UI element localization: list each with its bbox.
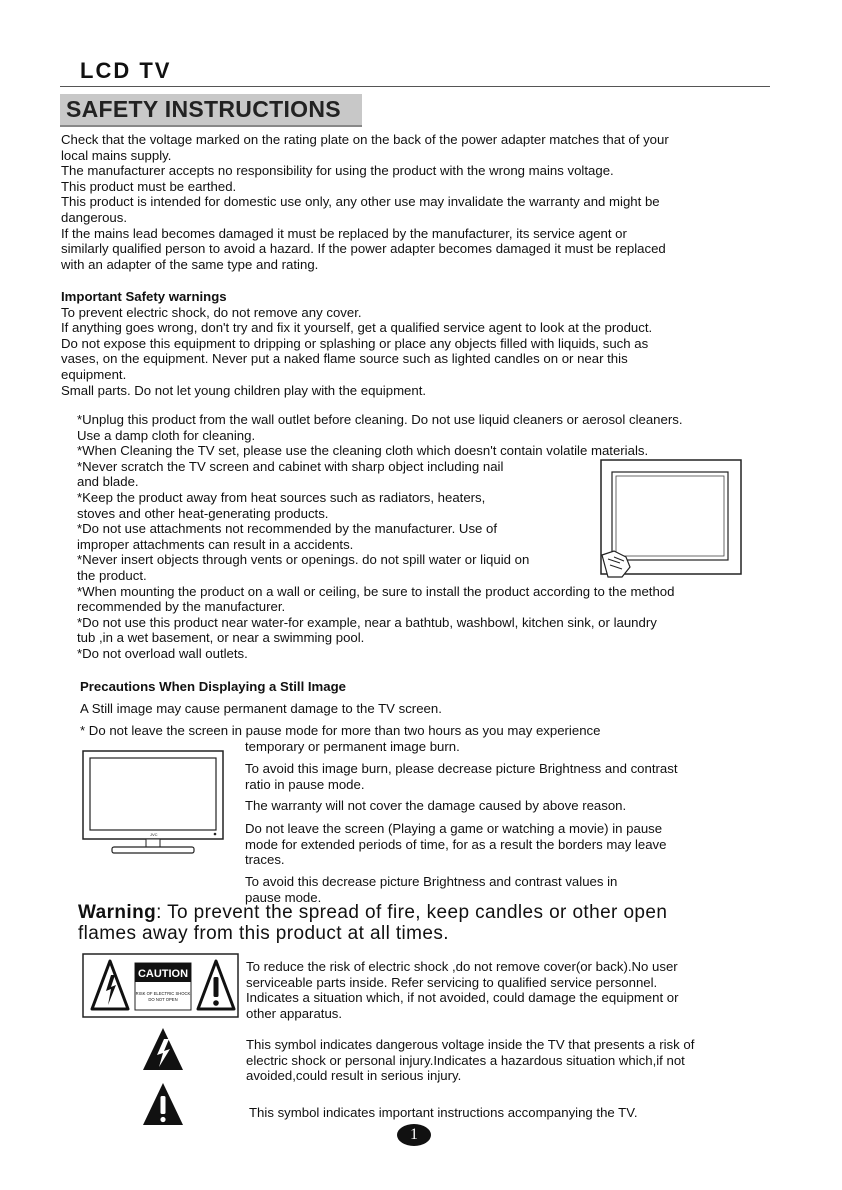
bullet-line: stoves and other heat-generating products. [77, 505, 329, 521]
voltage-desc-line: This symbol indicates dangerous voltage inside the TV that presents a risk of [246, 1037, 695, 1052]
bullet-line: *When Cleaning the TV set, please use the cleaning cloth which doesn't contain volatile materials. [77, 443, 649, 459]
page-number: 1 [397, 1124, 431, 1146]
caution-title: CAUTION [137, 968, 189, 980]
bullet-line: *Unplug this product from the wall outlet before cleaning. Do not use liquid cleaners or aerosol cleaners. [77, 412, 683, 427]
caution-line: RISK OF ELECTRIC SHOCK [135, 991, 191, 996]
tv-brand: JVC [150, 832, 158, 837]
lightning-bolt-icon [142, 1027, 184, 1071]
intro-line: Check that the voltage marked on the rating plate on the back of the power adapter matches that of your [61, 132, 669, 147]
still-image-intro: A Still image may cause permanent damage to the TV screen. [80, 701, 442, 716]
para-line: The warranty will not cover the damage caused by above reason. [245, 798, 627, 813]
caution-line: DO NOT OPEN [148, 997, 178, 1002]
bullet-line: *Do not overload wall outlets. [77, 645, 248, 661]
bullet-line: *Do not use this product near water-for example, near a bathtub, washbowl, kitchen sink, or laundry [77, 614, 657, 630]
important-line: Do not expose this equipment to dripping or splashing or place any objects filled with liquids, such as [61, 335, 649, 351]
warning-text-cont: flames away from this product at all times. [78, 923, 449, 944]
caution-desc-line: To reduce the risk of electric shock ,do not remove cover(or back).No user [246, 959, 678, 974]
intro-line: This product is intended for domestic use only, any other use may invalidate the warranty and might be [61, 194, 660, 210]
still-image-para [245, 821, 667, 868]
tv-cleaning-illustration [600, 459, 744, 579]
bullet-line: tub ,in a wet basement, or near a swimming pool. [77, 630, 365, 646]
bullet-line: *Never scratch the TV screen and cabinet with sharp object including nail [77, 458, 504, 474]
intro-line: dangerous. [61, 209, 127, 225]
voltage-desc-line: avoided,could result in serious injury. [246, 1068, 462, 1084]
warning-label: Warning [78, 902, 157, 923]
exclamation-icon [142, 1082, 184, 1126]
caution-description [246, 959, 679, 1021]
document-title: LCD TV [80, 58, 172, 83]
bullet-line: *Do not use attachments not recommended by the manufacturer. Use of [77, 521, 498, 537]
intro-block [61, 132, 669, 272]
important-line: equipment. [61, 366, 127, 382]
caution-desc-line: other apparatus. [246, 1005, 343, 1021]
warning-text: : To prevent the spread of fire, keep candles or other open [156, 902, 668, 923]
intro-line: with an adapter of the same type and rating. [61, 256, 319, 272]
important-heading: Important Safety warnings [61, 289, 227, 304]
bullet-line: *Never insert objects through vents or openings. do not spill water or liquid on [77, 552, 530, 568]
still-image-para [245, 761, 678, 792]
important-line: To prevent electric shock, do not remove any cover. [61, 304, 362, 320]
header-divider [60, 86, 770, 87]
para-line: To avoid this image burn, please decrease picture Brightness and contrast [245, 761, 678, 776]
caution-desc-line: Indicates a situation which, if not avoided, could damage the equipment or [246, 990, 679, 1006]
caution-desc-line: serviceable parts inside. Refer servicing to qualified service personnel. [246, 974, 658, 990]
bullet-line: recommended by the manufacturer. [77, 599, 286, 615]
important-block [61, 289, 652, 398]
bullet-line: *Keep the product away from heat sources such as radiators, heaters, [77, 489, 486, 505]
section-banner [60, 94, 362, 127]
para-line: To avoid this decrease picture Brightness and contrast values in [245, 874, 618, 889]
bullet-line: *When mounting the product on a wall or ceiling, be sure to install the product according to the method [77, 583, 675, 599]
intro-line: local mains supply. [61, 147, 172, 163]
voltage-desc-line: electric shock or personal injury.Indicates a hazardous situation which,if not [246, 1052, 685, 1068]
bullet-line: and blade. [77, 474, 139, 490]
important-line: If anything goes wrong, don't try and fix it yourself, get a qualified service agent to look at the product. [61, 320, 653, 336]
exclamation-description [249, 1105, 637, 1121]
warning-statement [78, 902, 667, 944]
section-title: SAFETY INSTRUCTIONS [66, 96, 341, 122]
still-image-heading: Precautions When Displaying a Still Image [80, 679, 347, 694]
tv-illustration [82, 750, 226, 858]
para-line: mode for extended periods of time, for as a result the borders may leave [245, 836, 667, 852]
caution-label [82, 953, 239, 1018]
still-image-para [245, 874, 617, 905]
important-line: Small parts. Do not let young children play with the equipment. [61, 382, 427, 398]
intro-line: This product must be earthed. [61, 178, 237, 194]
still-image-para [245, 798, 626, 814]
intro-line: similarly qualified person to avoid a hazard. If the power adapter becomes damaged it must be replaced [61, 241, 666, 257]
intro-line: If the mains lead becomes damaged it must be replaced by the manufacturer, its service agent or [61, 225, 627, 241]
intro-line: The manufacturer accepts no responsibility for using the product with the wrong mains voltage. [61, 163, 614, 179]
still-image-bullet-cont: temporary or permanent image burn. [245, 739, 460, 754]
bullet-line: improper attachments can result in a accidents. [77, 536, 354, 552]
exclamation-desc-line: This symbol indicates important instructions accompanying the TV. [249, 1105, 638, 1120]
para-line: ratio in pause mode. [245, 776, 365, 792]
important-line: vases, on the equipment. Never put a naked flame source such as lighted candles on or near this [61, 351, 628, 367]
voltage-description [246, 1037, 694, 1084]
bullet-line: Use a damp cloth for cleaning. [77, 427, 256, 443]
bullet-line: the product. [77, 567, 147, 583]
bullets-block [77, 412, 683, 662]
para-line: pause mode. [245, 889, 322, 905]
still-image-bullet: * Do not leave the screen in pause mode for more than two hours as you may experience [80, 723, 601, 738]
para-line: traces. [245, 852, 285, 868]
para-line: Do not leave the screen (Playing a game or watching a movie) in pause [245, 821, 663, 836]
